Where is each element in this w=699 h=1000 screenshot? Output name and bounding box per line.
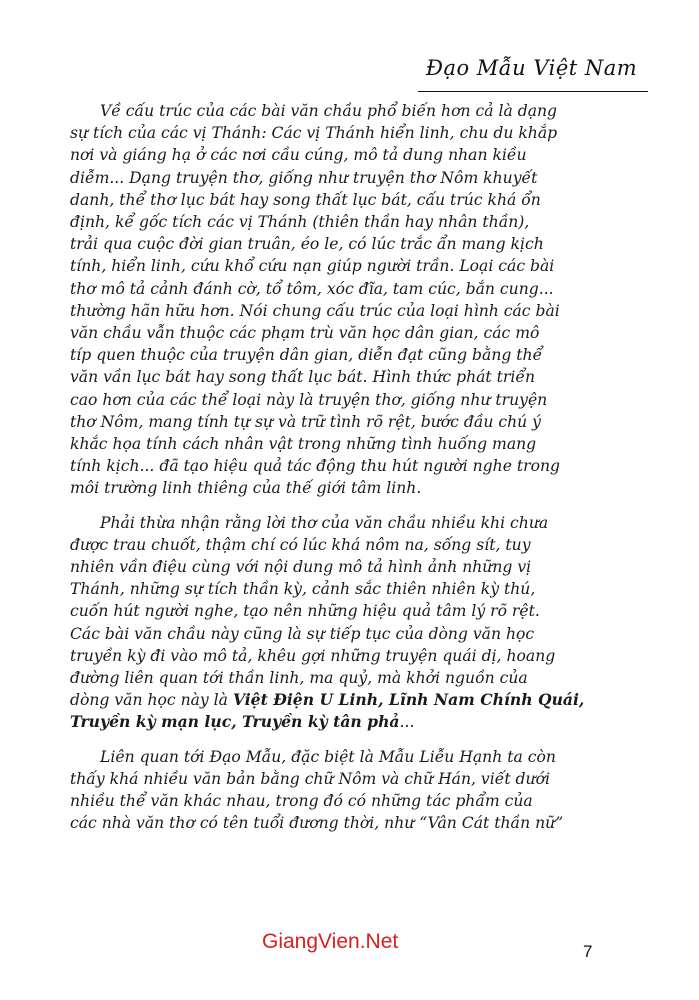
text-line: khắc họa tính cách nhân vật trong những tình huống mang	[70, 435, 537, 454]
text-line: Về cấu trúc của các bài văn chầu phổ biến hơn cả là dạng	[100, 102, 558, 120]
header-rule	[418, 91, 648, 92]
text-line: tính, hiển linh, cứu khổ cứu nạn giúp người trần. Loại các bài	[70, 257, 555, 276]
text-line: thơ Nôm, mang tính tự sự và trữ tình rõ rệt, bước đầu chú ý	[70, 412, 541, 431]
text-line	[70, 689, 590, 711]
text-line: định, kể gốc tích các vị Thánh (thiên thần hay nhân thần),	[70, 213, 530, 232]
text-line: Liên quan tới Đạo Mẫu, đặc biệt là Mẫu Liễu Hạnh ta còn	[100, 747, 556, 766]
text-line: văn vần lục bát hay song thất lục bát. Hình thức phát triển	[70, 368, 536, 387]
text-line: môi trường linh thiêng của thế giới tâm linh.	[70, 479, 422, 498]
text-line: văn chầu vẫn thuộc các phạm trù văn học dân gian, các mô	[70, 324, 540, 343]
text-line: trải qua cuộc đời gian truân, éo le, có lúc trắc ẩn mang kịch	[70, 235, 544, 254]
text-line: diễm... Dạng truyện thơ, giống như truyện thơ Nôm khuyết	[70, 168, 538, 187]
text-segment: dòng văn học này là	[70, 691, 233, 710]
text-line: nơi và giáng hạ ở các nơi cầu cúng, mô tả dung nhan kiều	[70, 146, 527, 165]
text-line: thơ mô tả cảnh đánh cờ, tổ tôm, xóc đĩa, tam cúc, bắn cung...	[70, 279, 554, 298]
text-line	[70, 711, 590, 733]
text-line: sự tích của các vị Thánh: Các vị Thánh hiển linh, chu du khắp	[70, 124, 558, 143]
text-line: cuốn hút người nghe, tạo nên những hiệu quả tâm lý rõ rệt.	[70, 602, 540, 621]
text-segment: ...	[399, 713, 415, 732]
text-line: Thánh, những sự tích thần kỳ, cảnh sắc thiên nhiên kỳ thú,	[70, 580, 536, 599]
text-line: được trau chuốt, thậm chí có lúc khá nôm na, sống sít, tuy	[70, 535, 531, 554]
text-line: thường hãn hữu hơn. Nói chung cấu trúc của loại hình các bài	[70, 301, 560, 320]
bold-work-titles: Truyền kỳ mạn lục, Truyền kỳ tân phả	[70, 712, 400, 732]
text-line: cao hơn của các thể loại này là truyện thơ, giống như truyện	[70, 390, 548, 409]
running-header-title: Đạo Mẫu Việt Nam	[426, 56, 638, 80]
bold-work-titles: Việt Điện U Linh, Lĩnh Nam Chính Quái,	[232, 690, 585, 710]
watermark-text: GiangVien.Net	[262, 930, 399, 953]
text-line: truyền kỳ đi vào mô tả, khêu gợi những truyện quái dị, hoang	[70, 646, 556, 665]
text-line: nhiều thể văn khác nhau, trong đó có những tác phẩm của	[70, 792, 533, 811]
text-line: đường liên quan tới thần linh, ma quỷ, mà khởi nguồn của	[70, 669, 528, 688]
text-line: típ quen thuộc của truyện dân gian, diễn đạt cũng bằng thể	[70, 346, 543, 365]
paragraph-1	[70, 100, 590, 500]
text-line: Phải thừa nhận rằng lời thơ của văn chầu nhiều khi chưa	[100, 513, 549, 532]
text-line: các nhà văn thơ có tên tuổi đương thời, như “Vân Cát thần nữ”	[70, 814, 564, 833]
body-text	[70, 100, 590, 835]
paragraph-2	[70, 512, 590, 734]
page-number: 7	[583, 942, 593, 961]
text-line: danh, thể thơ lục bát hay song thất lục bát, cấu trúc khá ổn	[70, 190, 541, 209]
paragraph-3	[70, 746, 590, 835]
text-line: nhiên vần điệu cùng với nội dung mô tả hình ảnh những vị	[70, 558, 532, 577]
text-line: tính kịch... đã tạo hiệu quả tác động thu hút người nghe trong	[70, 457, 561, 476]
text-line: Các bài văn chầu này cũng là sự tiếp tục của dòng văn học	[70, 624, 535, 643]
text-line: thấy khá nhiều văn bản bằng chữ Nôm và chữ Hán, viết dưới	[70, 769, 550, 788]
